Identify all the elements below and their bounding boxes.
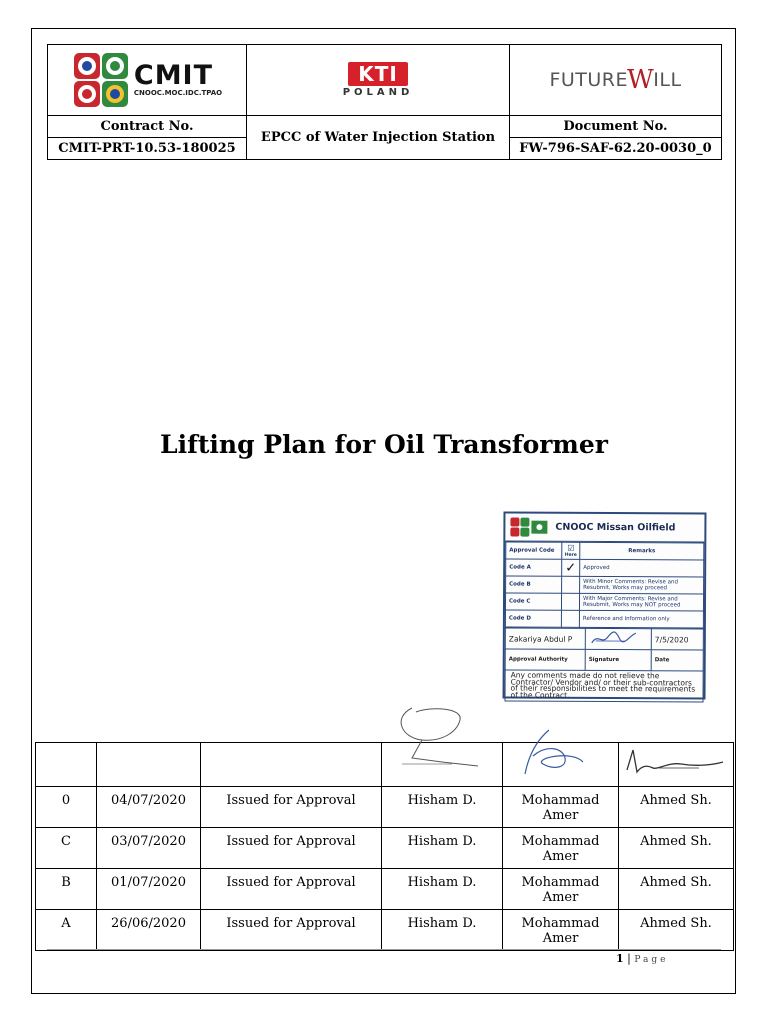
checked-cell: Mohammad Amer	[503, 910, 619, 951]
stamp-signature-table	[504, 627, 703, 702]
table-row	[36, 869, 734, 910]
futurewill-logo-left: FUTURE	[549, 69, 629, 91]
page-number: 1	[616, 952, 624, 965]
futurewill-logo	[549, 65, 681, 95]
stamp-col-tick	[562, 542, 580, 559]
signature-cell-empty	[97, 743, 201, 787]
contract-label: Contract No.	[48, 116, 247, 138]
prepared-cell: Hisham D.	[382, 828, 503, 869]
kti-logo	[343, 62, 414, 98]
stamp-label-date: Date	[651, 650, 703, 671]
stamp-row-code: Code A	[506, 559, 562, 576]
futurewill-logo-w: W	[627, 65, 655, 95]
cmit-logo-text: CMIT	[133, 60, 214, 91]
stamp-label-authority: Approval Authority	[505, 649, 585, 670]
rev-cell: C	[36, 828, 97, 869]
signature-row	[36, 743, 734, 787]
checked-signature-icon	[503, 743, 619, 787]
description-cell: Issued for Approval	[201, 910, 382, 951]
rev-cell: A	[36, 910, 97, 951]
stamp-row-remark: With Major Comments: Revise and Resubmit, Works may NOT proceed	[579, 593, 703, 611]
stamp-row-tick	[561, 610, 579, 627]
futurewill-logo-right: ILL	[653, 69, 682, 91]
kti-logo-subtext: POLAND	[342, 87, 414, 98]
stamp-signature-icon	[585, 628, 651, 649]
stamp-date-value: 7/5/2020	[651, 629, 703, 650]
document-title: Lifting Plan for Oil Transformer	[160, 430, 608, 459]
approved-cell: Ahmed Sh.	[619, 828, 734, 869]
rev-cell: 0	[36, 787, 97, 828]
checkbox-icon: ☑	[567, 543, 575, 553]
stamp-title: CNOOC Missan Oilfield	[555, 521, 676, 534]
stamp-label-signature: Signature	[585, 649, 651, 670]
checked-cell: Mohammad Amer	[503, 869, 619, 910]
prepared-cell: Hisham D.	[382, 787, 503, 828]
stamp-col-remarks: Remarks	[580, 542, 704, 560]
contract-number: CMIT-PRT-10.53-180025	[48, 138, 247, 160]
table-row	[36, 787, 734, 828]
signature-cell-empty	[201, 743, 382, 787]
rev-cell: B	[36, 869, 97, 910]
prepared-cell: Hisham D.	[382, 869, 503, 910]
stamp-row-code: Code B	[506, 576, 562, 593]
table-row	[36, 828, 734, 869]
checked-cell: Mohammad Amer	[503, 787, 619, 828]
stamp-row-tick	[562, 576, 580, 593]
project-name: EPCC of Water Injection Station	[247, 116, 510, 160]
description-cell: Issued for Approval	[201, 869, 382, 910]
kti-logo-cell	[247, 45, 510, 116]
table-row	[36, 910, 734, 951]
date-cell: 03/07/2020	[97, 828, 201, 869]
kti-logo-text: KTI	[348, 62, 408, 86]
page-label: Page	[634, 955, 669, 965]
document-header	[47, 44, 722, 160]
prepared-signature-icon	[382, 743, 503, 787]
stamp-row	[506, 559, 704, 577]
cmit-logo-cell	[48, 45, 247, 116]
document-number: FW-796-SAF-62.20-0030_0	[510, 138, 722, 160]
description-cell: Issued for Approval	[201, 828, 382, 869]
signature-cell-empty	[36, 743, 97, 787]
document-label: Document No.	[510, 116, 722, 138]
stamp-row-code: Code C	[505, 593, 561, 610]
approved-cell: Ahmed Sh.	[619, 869, 734, 910]
date-cell: 26/06/2020	[97, 910, 201, 951]
stamp-row	[506, 576, 704, 594]
date-cell: 04/07/2020	[97, 787, 201, 828]
prepared-cell: Hisham D.	[382, 910, 503, 951]
page-footer	[616, 952, 668, 965]
check-icon: ✓	[562, 559, 580, 576]
stamp-row	[505, 610, 703, 628]
cmit-logo-subtext: CNOOC.MOC.IDC.TPAO	[133, 89, 223, 97]
date-cell: 01/07/2020	[97, 869, 201, 910]
stamp-row-remark: With Minor Comments: Revise and Resubmit, Works may proceed	[580, 576, 704, 594]
checked-cell: Mohammad Amer	[503, 828, 619, 869]
stamp-col-code: Approval Code	[506, 542, 562, 559]
approved-cell: Ahmed Sh.	[619, 910, 734, 951]
approval-stamp	[503, 511, 707, 699]
stamp-row	[505, 593, 703, 611]
stamp-col-tick-label: Here	[564, 552, 577, 558]
stamp-authority-name: Zakariya Abdul P	[505, 628, 585, 649]
stamp-row-remark: Approved	[580, 559, 704, 577]
stamp-note: Any comments made do not relieve the Contractor/ Vendor and/ or their sub-contractors of their responsibilities to meet the requirements of the Contract.	[505, 670, 703, 702]
approved-signature-icon	[619, 743, 734, 787]
approved-cell: Ahmed Sh.	[619, 787, 734, 828]
page-separator: |	[627, 952, 631, 965]
cnooc-stamp-logo-icon	[509, 516, 549, 538]
description-cell: Issued for Approval	[201, 787, 382, 828]
cmit-logo	[48, 51, 246, 109]
stamp-table	[505, 541, 704, 628]
stamp-row-tick	[561, 593, 579, 610]
revision-table	[35, 742, 734, 951]
cmit-emblem-icon	[72, 51, 130, 109]
stamp-row-code: Code D	[505, 610, 561, 627]
footer-divider	[47, 949, 721, 950]
stamp-row-remark: Reference and Information only	[579, 610, 703, 628]
futurewill-logo-cell	[510, 45, 722, 116]
